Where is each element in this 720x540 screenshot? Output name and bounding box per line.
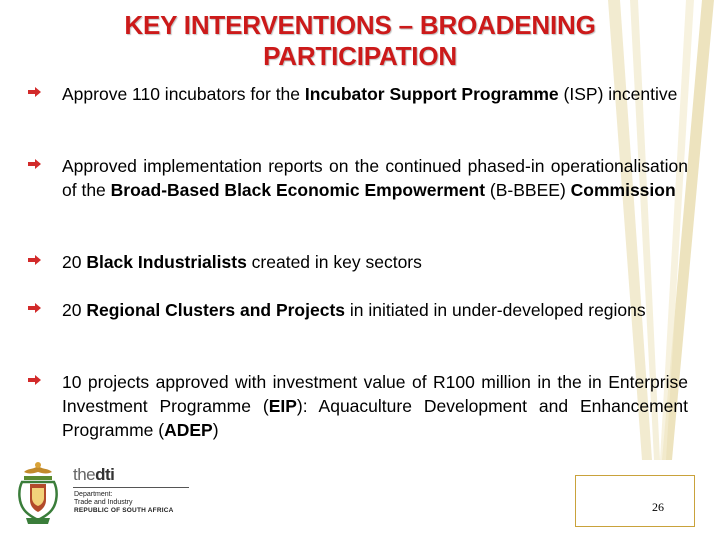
bullet-text: 10 projects approved with investment value of R100 million in the in Enterprise Investment Programme (EIP): Aquaculture Development and Enhancement Programme (ADEP) [62,372,689,440]
list-item [22,250,688,274]
dti-department: Department: Trade and Industry [74,491,133,506]
page-number: 26 [652,500,664,514]
list-item [22,298,688,322]
arrow-bullet-icon [28,159,41,169]
list-item [22,154,688,202]
arrow-bullet-icon [28,255,41,265]
arrow-bullet-icon [28,375,41,385]
logo-divider [73,487,189,488]
arrow-bullet-icon [28,303,41,313]
bullet-text: 20 Black Industrialists created in key sectors [62,252,422,272]
bullet-text: Approve 110 incubators for the Incubator Support Programme (ISP) incentive [62,84,678,104]
bullet-text: 20 Regional Clusters and Projects in initiated in under-developed regions [62,300,646,320]
list-item [22,370,688,442]
bullet-text: Approved implementation reports on the continued phased-in operationalisation of the Broad-Based Black Economic Empowerment (B-BBEE) Commission [62,156,688,200]
dti-brand: thedti [73,465,115,484]
dti-logo [12,460,192,528]
list-item [22,82,688,106]
page-number-box [575,475,695,527]
page-title: KEY INTERVENTIONS – BROADENING PARTICIPATION [124,10,596,71]
dti-country: REPUBLIC OF SOUTH AFRICA [74,507,174,514]
coat-of-arms-icon [12,460,64,526]
arrow-bullet-icon [28,87,41,97]
